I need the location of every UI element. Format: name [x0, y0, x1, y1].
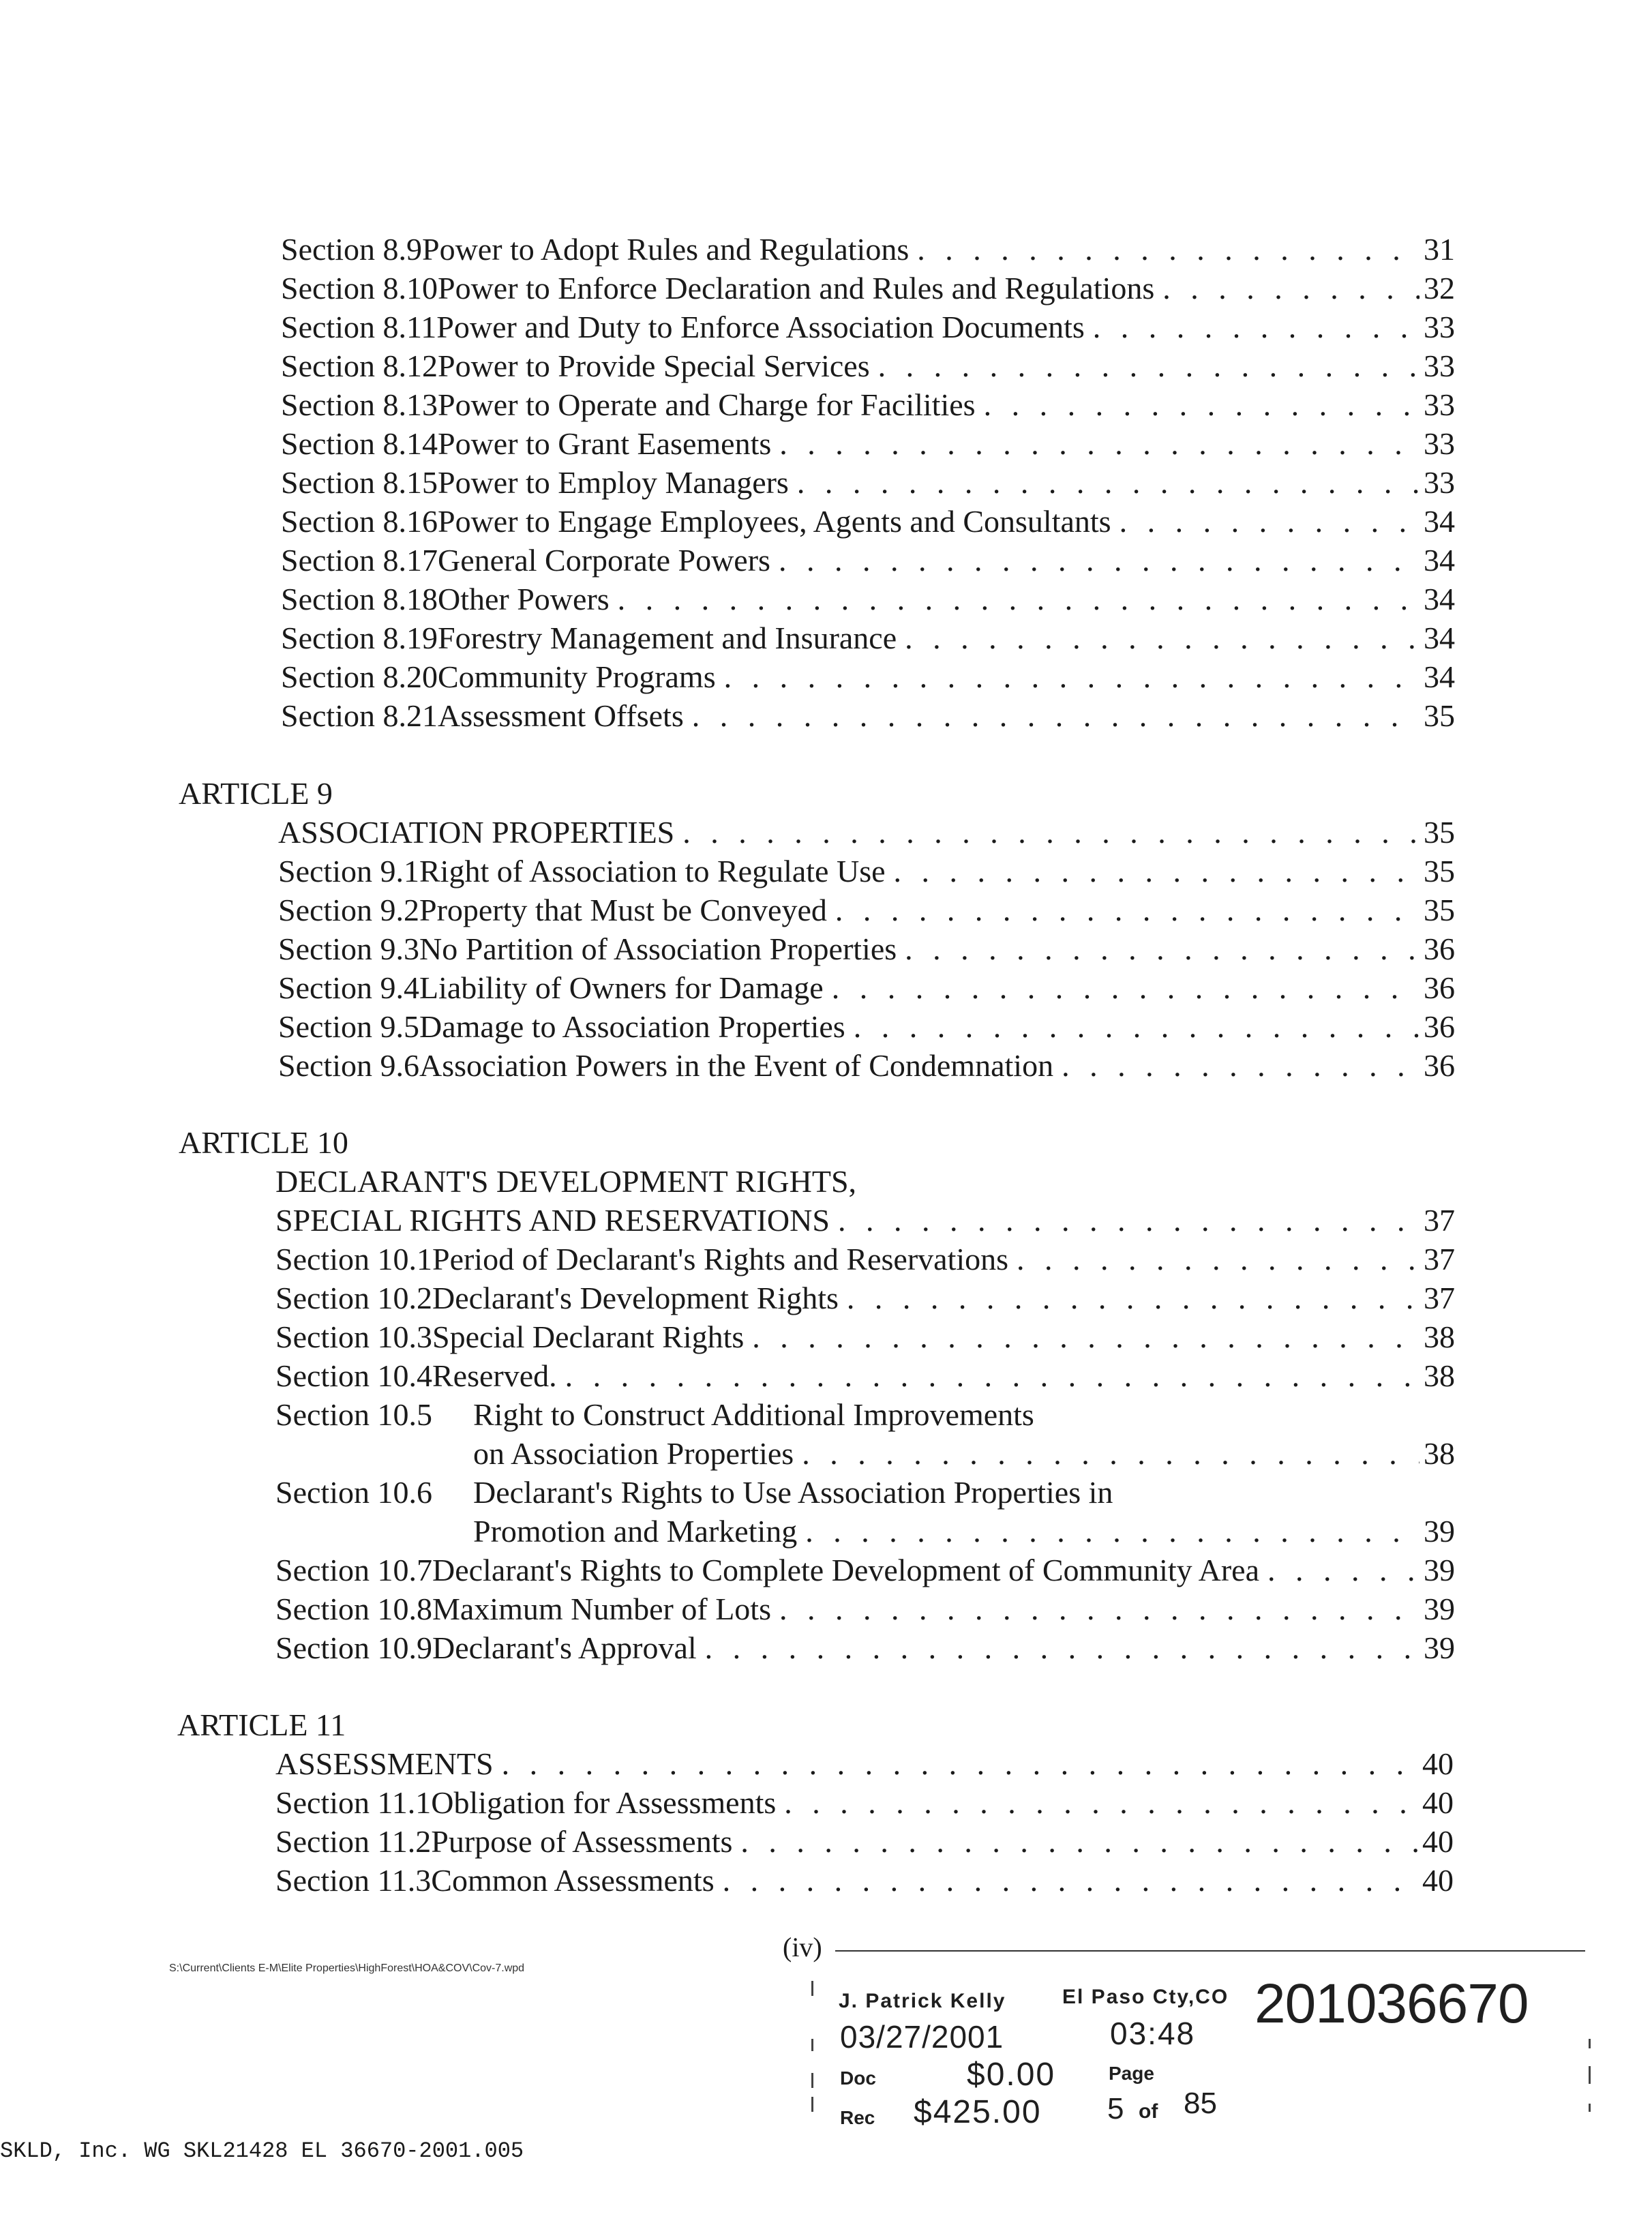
- section-title: Other Powers: [437, 582, 610, 616]
- toc-entry-8-17: [281, 541, 1455, 580]
- page-number: 40: [1422, 1863, 1454, 1898]
- section-title: Declarant's Development Rights: [432, 1281, 839, 1315]
- section-label: Section 8.21: [281, 698, 438, 733]
- page-number: 38: [1424, 1358, 1455, 1393]
- toc-entry-8-11: [281, 308, 1455, 346]
- toc-entry-10-1: [275, 1240, 1455, 1279]
- dot-leader: [797, 464, 1420, 502]
- page-number: 34: [1424, 504, 1455, 539]
- toc-entry-11-3: [275, 1862, 1454, 1900]
- section-title: Damage to Association Properties: [419, 1009, 845, 1044]
- page-number: 31: [1424, 232, 1455, 267]
- section-label: Section 9.4: [278, 970, 419, 1005]
- section-title: Purpose of Assessments: [431, 1824, 733, 1859]
- section-label: Section 10.3: [275, 1319, 432, 1354]
- toc-entry-8-18: [281, 580, 1455, 618]
- section-label: Section 8.9: [281, 232, 422, 267]
- dot-leader: [692, 697, 1420, 735]
- dot-leader: [1017, 1240, 1420, 1279]
- section-title: Declarant's Rights to Complete Development of Community Area: [432, 1553, 1259, 1587]
- section-title: Right of Association to Regulate Use: [419, 854, 886, 888]
- section-label: Section 10.4: [275, 1358, 432, 1393]
- section-label: Section 8.16: [281, 504, 438, 539]
- section-title: Liability of Owners for Damage: [419, 970, 824, 1005]
- section-label: Section 10.1: [275, 1242, 432, 1276]
- page-number: 34: [1424, 621, 1455, 655]
- toc-entry-8-14: [281, 425, 1455, 463]
- toc-entry-8-16: [281, 503, 1455, 541]
- section-label: Section 9.5: [278, 1009, 419, 1044]
- dot-leader: [682, 813, 1420, 852]
- article-title-line1: DECLARANT'S DEVELOPMENT RIGHTS,: [275, 1164, 857, 1199]
- rec-label: Rec: [840, 2107, 875, 2128]
- reception-number: 201036670: [1255, 1973, 1529, 2035]
- section-title: Common Assessments: [431, 1863, 715, 1898]
- recording-date: 03/27/2001: [840, 2019, 1004, 2055]
- article-title-line2: SPECIAL RIGHTS AND RESERVATIONS: [275, 1203, 830, 1238]
- section-label: Section 8.17: [281, 543, 438, 578]
- section-label: Section 9.2: [278, 893, 419, 927]
- dot-leader: [854, 1008, 1420, 1046]
- section-label: Section 8.11: [281, 310, 437, 344]
- page-number: 37: [1424, 1203, 1455, 1238]
- section-label: Section 8.12: [281, 348, 438, 383]
- toc-entry-9-2: [278, 891, 1455, 929]
- page-number-roman: (iv): [783, 1932, 822, 1962]
- section-label: Section 10.5: [275, 1397, 432, 1432]
- file-path-footer: S:\Current\Clients E-M\Elite Properties\HighForest\HOA&COV\Cov-7.wpd: [169, 1962, 525, 1974]
- dot-leader: [779, 425, 1420, 463]
- dot-leader: [905, 619, 1420, 657]
- recorder-name: J. Patrick Kelly: [839, 1990, 1006, 2012]
- article-title: ASSESSMENTS: [275, 1746, 494, 1781]
- section-title: Forestry Management and Insurance: [437, 621, 897, 655]
- page-number: 39: [1424, 1592, 1455, 1626]
- stamp-page-number: 5: [1107, 2092, 1124, 2125]
- page-number: 39: [1424, 1630, 1455, 1665]
- page-number: 34: [1424, 659, 1455, 694]
- section-title: Obligation for Assessments: [431, 1785, 777, 1820]
- section-title: Power and Duty to Enforce Association Documents: [436, 310, 1085, 344]
- article-heading: ARTICLE 10: [179, 1125, 348, 1160]
- section-title-line1: Declarant's Rights to Use Association Properties in: [473, 1475, 1113, 1510]
- dot-leader: [894, 852, 1420, 891]
- section-title: Power to Enforce Declaration and Rules and Regulations: [437, 271, 1155, 305]
- article-heading: ARTICLE 11: [177, 1707, 346, 1742]
- toc-entry-11-1: [275, 1784, 1454, 1822]
- article-heading: ARTICLE 9: [179, 776, 333, 811]
- section-title: Power to Adopt Rules and Regulations: [421, 232, 910, 267]
- toc-entry-8-13: [281, 386, 1455, 424]
- section-label: Section 10.8: [275, 1592, 432, 1626]
- section-title: Special Declarant Rights: [432, 1319, 745, 1354]
- page-number: 32: [1424, 271, 1455, 305]
- section-title: Power to Grant Easements: [437, 426, 772, 461]
- section-label: Section 8.13: [281, 387, 438, 422]
- toc-entry-8-21: [281, 697, 1455, 735]
- toc-entry-8-12: [281, 347, 1455, 385]
- section-label: Section 10.9: [275, 1630, 432, 1665]
- page-number: 33: [1424, 426, 1455, 461]
- toc-entry-11-2: [275, 1823, 1454, 1861]
- section-title: Association Powers in the Event of Condemnation: [419, 1048, 1054, 1083]
- dot-leader: [802, 1435, 1420, 1473]
- section-label: Section 11.2: [275, 1824, 432, 1859]
- toc-entry-9-4: [278, 969, 1455, 1007]
- dot-leader: [878, 347, 1420, 385]
- section-title: Promotion and Marketing: [473, 1514, 798, 1549]
- toc-entry-10-4: [275, 1357, 1455, 1395]
- section-label: Section 10.2: [275, 1281, 432, 1315]
- section-label: Section 8.20: [281, 659, 438, 694]
- section-title: Power to Operate and Charge for Facilities: [437, 387, 976, 422]
- toc-entry-10-5: [473, 1435, 1455, 1473]
- section-title: Community Programs: [437, 659, 716, 694]
- dot-leader: [779, 1590, 1420, 1628]
- page-number: 34: [1424, 582, 1455, 616]
- section-label: Section 11.3: [275, 1863, 432, 1898]
- dot-leader: [779, 541, 1420, 580]
- toc-entry-9-6: [278, 1047, 1455, 1085]
- dot-leader: [832, 969, 1420, 1007]
- dot-leader: [565, 1357, 1420, 1395]
- toc-entry-8-15: [281, 464, 1455, 502]
- section-label: Section 9.1: [278, 854, 419, 888]
- page-number: 35: [1424, 893, 1455, 927]
- section-title: Power to Engage Employees, Agents and Consultants: [437, 504, 1111, 539]
- page-number: 36: [1424, 970, 1455, 1005]
- stamp-edge-mark: [1589, 2039, 1591, 2048]
- dot-leader: [805, 1512, 1420, 1551]
- skld-footer: SKLD, Inc. WG SKL21428 EL 36670-2001.005: [0, 2138, 524, 2164]
- section-title: General Corporate Powers: [437, 543, 770, 578]
- dot-leader: [838, 1201, 1420, 1240]
- page-number: 34: [1424, 543, 1455, 578]
- section-label: Section 8.19: [281, 621, 438, 655]
- section-title: Assessment Offsets: [437, 698, 684, 733]
- page-number: 35: [1424, 815, 1455, 850]
- section-label: Section 8.15: [281, 465, 438, 500]
- stamp-edge-mark: [811, 2039, 813, 2051]
- section-label: Section 9.6: [278, 1048, 419, 1083]
- dot-leader: [835, 891, 1420, 929]
- toc-entry-10-6-line1: [275, 1474, 1455, 1512]
- page-number: 33: [1424, 310, 1455, 344]
- page-number: 36: [1424, 931, 1455, 966]
- dot-leader: [1093, 308, 1420, 346]
- toc-entry-8-10: [281, 269, 1455, 308]
- section-title: Maximum Number of Lots: [432, 1592, 771, 1626]
- article-title-row: [278, 813, 1455, 852]
- page-number: 33: [1424, 387, 1455, 422]
- toc-entry-10-8: [275, 1590, 1455, 1628]
- page-number: 38: [1424, 1319, 1455, 1354]
- toc-entry-8-19: [281, 619, 1455, 657]
- stamp-edge-mark: [1589, 2104, 1591, 2112]
- dot-leader: [784, 1784, 1418, 1822]
- dot-leader: [1062, 1047, 1420, 1085]
- section-title: Power to Provide Special Services: [437, 348, 870, 383]
- section-title-line1: Right to Construct Additional Improvements: [473, 1397, 1034, 1432]
- page-number: 35: [1424, 698, 1455, 733]
- dot-leader: [752, 1318, 1420, 1356]
- dot-leader: [740, 1823, 1418, 1861]
- section-label: Section 9.3: [278, 931, 419, 966]
- dot-leader: [705, 1629, 1420, 1667]
- dot-leader: [1120, 503, 1420, 541]
- section-title: Power to Employ Managers: [437, 465, 789, 500]
- section-label: Section 8.10: [281, 271, 438, 305]
- dot-leader: [917, 230, 1420, 269]
- page-number: 33: [1424, 465, 1455, 500]
- section-label: Section 8.18: [281, 582, 438, 616]
- stamp-edge-mark: [1589, 2066, 1591, 2084]
- dot-leader: [984, 386, 1420, 424]
- page-number: 38: [1424, 1436, 1455, 1471]
- dot-leader: [847, 1279, 1420, 1317]
- dot-leader: [905, 930, 1420, 968]
- section-title: Period of Declarant's Rights and Reservations: [432, 1242, 1009, 1276]
- stamp-edge-mark: [811, 2073, 813, 2088]
- dot-leader: [1162, 269, 1420, 308]
- stamp-edge-mark: [811, 1981, 813, 1996]
- section-label: Section 8.14: [281, 426, 438, 461]
- recorder-county: El Paso Cty,CO: [1062, 1986, 1229, 2008]
- page-number: 35: [1424, 854, 1455, 888]
- of-label: of: [1139, 2100, 1158, 2123]
- dot-leader: [724, 658, 1420, 696]
- article-title: ASSOCIATION PROPERTIES: [278, 815, 675, 850]
- article-title-row: [275, 1745, 1454, 1783]
- section-label: Section 10.7: [275, 1553, 432, 1587]
- doc-fee: $0.00: [967, 2057, 1056, 2093]
- article-title-row: [275, 1201, 1455, 1240]
- section-title: Declarant's Approval: [432, 1630, 697, 1665]
- page-number: 40: [1422, 1746, 1454, 1781]
- dot-leader: [502, 1745, 1418, 1783]
- toc-entry-9-3: [278, 930, 1455, 968]
- toc-entry-10-3: [275, 1318, 1455, 1356]
- toc-entry-9-1: [278, 852, 1455, 891]
- section-title: No Partition of Association Properties: [419, 931, 897, 966]
- doc-label: Doc: [840, 2067, 876, 2089]
- page-label: Page: [1109, 2063, 1154, 2084]
- toc-entry-9-5: [278, 1008, 1455, 1046]
- toc-entry-8-20: [281, 658, 1455, 696]
- page-number: 37: [1424, 1242, 1455, 1276]
- page-number: 40: [1422, 1824, 1454, 1859]
- page-number: 39: [1424, 1553, 1455, 1587]
- section-label: Section 11.1: [275, 1785, 432, 1820]
- toc-entry-8-9: [281, 230, 1455, 269]
- dot-leader: [1267, 1551, 1420, 1589]
- toc-entry-10-9: [275, 1629, 1455, 1667]
- section-title: on Association Properties: [473, 1436, 794, 1471]
- recording-time: 03:48: [1110, 2016, 1196, 2051]
- toc-entry-10-2: [275, 1279, 1455, 1317]
- dot-leader: [723, 1862, 1418, 1900]
- page-number: 36: [1424, 1048, 1455, 1083]
- rec-fee: $425.00: [914, 2094, 1042, 2130]
- page-number: 40: [1422, 1785, 1454, 1820]
- page-number: 37: [1424, 1281, 1455, 1315]
- section-label: Section 10.6: [275, 1475, 432, 1510]
- section-title: Reserved.: [432, 1358, 557, 1393]
- stamp-page-total: 85: [1184, 2087, 1217, 2120]
- dot-leader: [618, 580, 1420, 618]
- page-number: 36: [1424, 1009, 1455, 1044]
- toc-entry-10-6: [473, 1512, 1455, 1551]
- stamp-top-rule: [835, 1950, 1585, 1952]
- section-title: Property that Must be Conveyed: [419, 893, 827, 927]
- page-number: 39: [1424, 1514, 1455, 1549]
- page-number: 33: [1424, 348, 1455, 383]
- stamp-edge-mark: [811, 2097, 813, 2112]
- toc-entry-10-5-line1: [275, 1396, 1455, 1434]
- toc-entry-10-7: [275, 1551, 1455, 1589]
